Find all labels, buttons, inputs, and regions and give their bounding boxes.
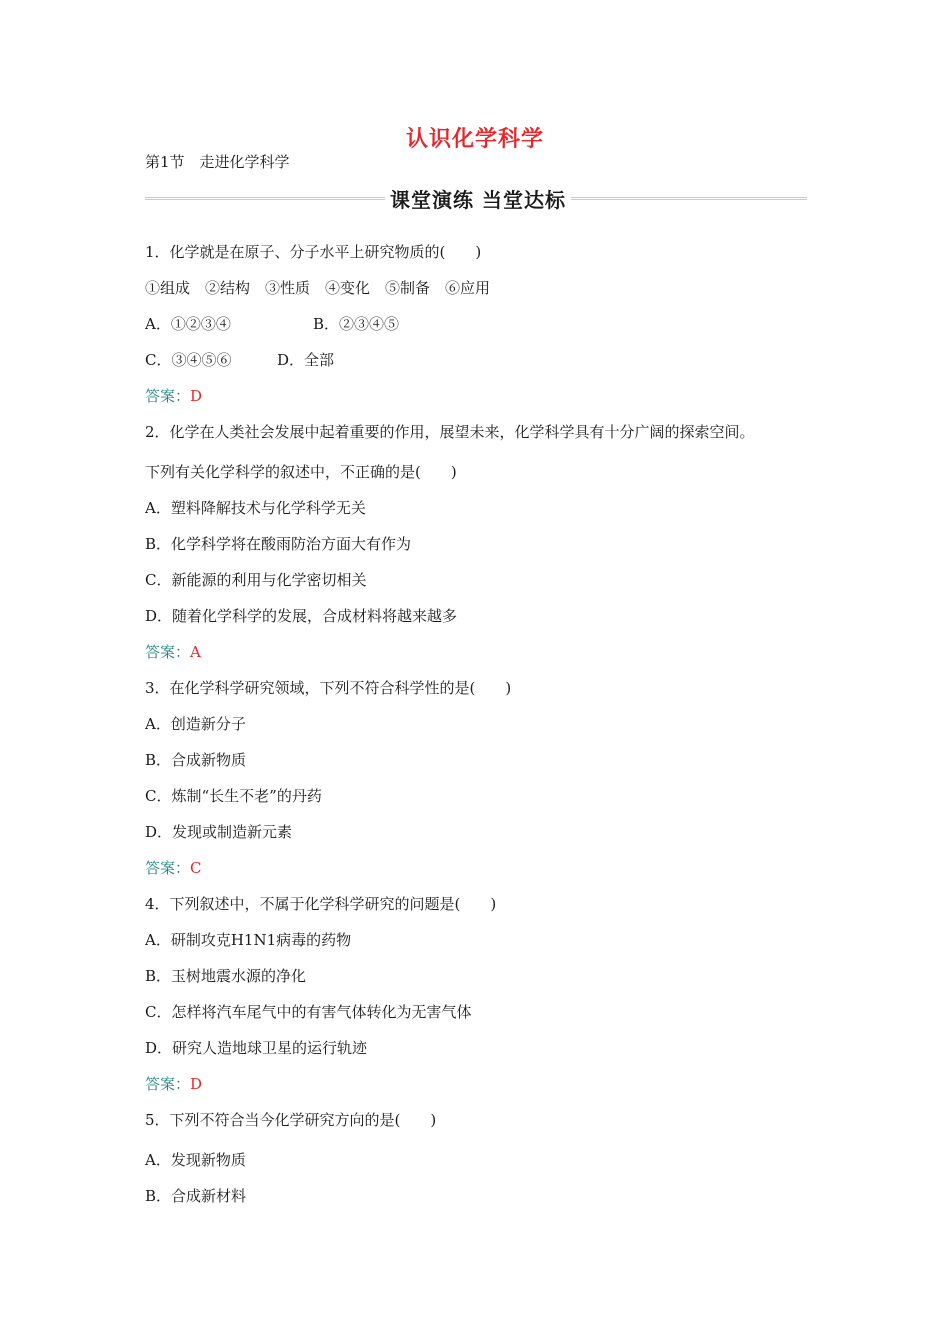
question-5-stem: 5．下列不符合当今化学研究方向的是( ) <box>145 1111 437 1129</box>
question-2-stem-line-2: 下列有关化学科学的叙述中，不正确的是( ) <box>145 463 457 481</box>
answer-label: 答案： <box>145 1075 191 1093</box>
answer-letter: A <box>190 643 201 661</box>
answer-label: 答案： <box>145 387 191 405</box>
question-4-option-b: B．玉树地震水源的净化 <box>145 967 307 985</box>
question-4-option-c: C．怎样将汽车尾气中的有害气体转化为无害气体 <box>145 1003 472 1021</box>
question-2-option-a: A．塑料降解技术与化学科学无关 <box>145 499 366 517</box>
question-4-answer <box>145 1066 825 1102</box>
question-3-option-b: B．合成新物质 <box>145 751 247 769</box>
answer-label: 答案： <box>145 643 191 661</box>
section-banner <box>145 183 807 213</box>
question-4-option-a: A．研制攻克H1N1病毒的药物 <box>145 931 352 949</box>
question-1-options-cd <box>145 342 825 378</box>
question-2-option-b: B．化学科学将在酸雨防治方面大有作为 <box>145 535 412 553</box>
page-title: 认识化学科学 <box>405 127 544 152</box>
banner-text: 课堂演练 当堂达标 <box>390 188 566 212</box>
question-5-option-b: B．合成新材料 <box>145 1187 247 1205</box>
question-2-option-c: C．新能源的利用与化学密切相关 <box>145 571 367 589</box>
question-1-option-c: C．③④⑤⑥ <box>145 351 232 369</box>
answer-label: 答案： <box>145 859 191 877</box>
question-3-answer <box>145 850 825 886</box>
question-3-option-c: C．炼制“长生不老”的丹药 <box>145 787 322 805</box>
banner-rule-left <box>145 197 385 200</box>
question-1-answer <box>145 378 825 414</box>
question-3-option-d: D．发现或制造新元素 <box>145 823 293 841</box>
question-5-option-a: A．发现新物质 <box>145 1151 246 1169</box>
question-1-option-b: B．②③④⑤ <box>313 315 400 333</box>
answer-letter: C <box>190 859 202 877</box>
question-4-option-d: D．研究人造地球卫星的运行轨迹 <box>145 1039 368 1057</box>
question-list <box>145 234 825 1214</box>
question-1-option-a: A．①②③④ <box>145 315 231 333</box>
question-3-option-a: A．创造新分子 <box>145 715 246 733</box>
question-3-stem: 3．在化学科学研究领域，下列不符合科学性的是( ) <box>145 679 512 697</box>
question-1-items: ①组成 ②结构 ③性质 ④变化 ⑤制备 ⑥应用 <box>145 279 491 297</box>
question-2-answer <box>145 634 825 670</box>
question-2-stem-line-1: 2．化学在人类社会发展中起着重要的作用，展望未来，化学科学具有十分广阔的探索空间。 <box>145 423 755 441</box>
answer-letter: D <box>190 1075 203 1093</box>
question-4-stem: 4．下列叙述中，不属于化学科学研究的问题是( ) <box>145 895 497 913</box>
section-label: 第1节 走进化学科学 <box>145 153 290 171</box>
answer-letter: D <box>190 387 203 405</box>
question-1-option-d: D．全部 <box>277 351 335 369</box>
question-2-option-d: D．随着化学科学的发展，合成材料将越来越多 <box>145 607 458 625</box>
question-1-stem: 1．化学就是在原子、分子水平上研究物质的( ) <box>145 243 482 261</box>
question-1-options-ab <box>145 306 825 342</box>
banner-rule-right <box>571 197 807 200</box>
